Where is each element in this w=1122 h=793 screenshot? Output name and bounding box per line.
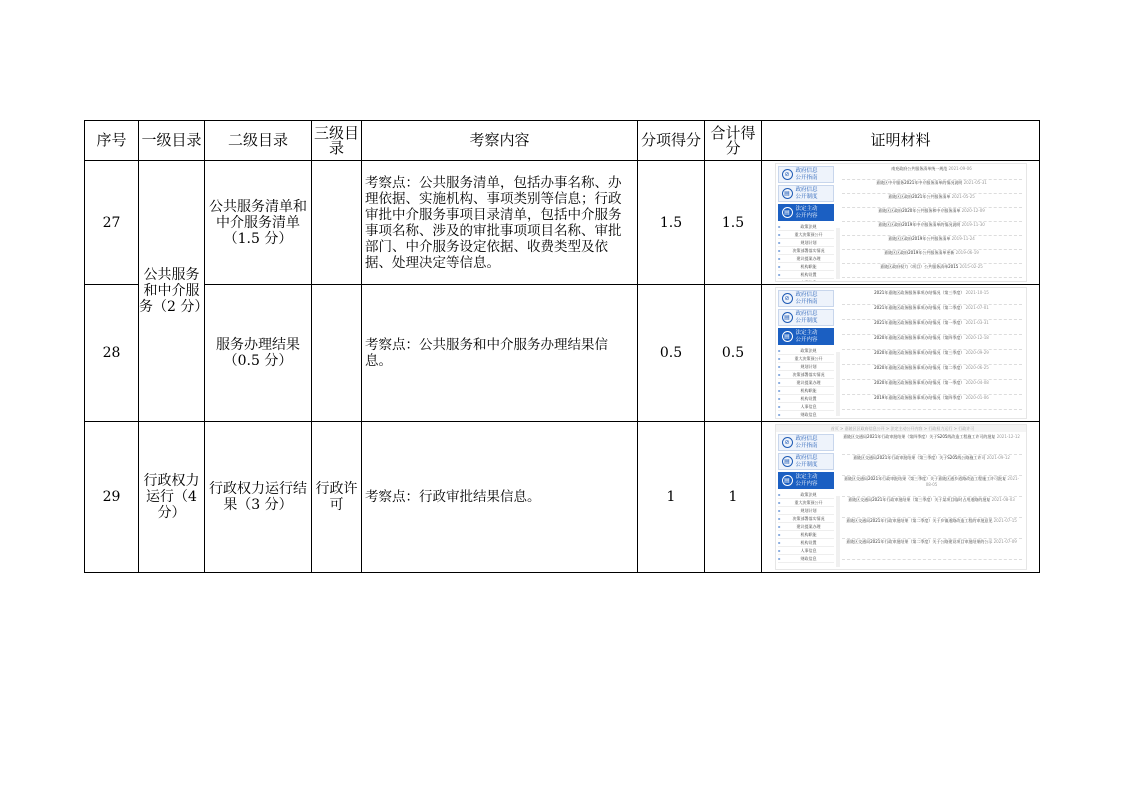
nav-button-label: 政府信息 公开指南 (795, 291, 818, 305)
article-date: 2020-06-25 (965, 365, 989, 370)
article-title[interactable]: 2021年嘉陵区政务服务事项办结情况（第二季度） (874, 305, 966, 310)
sidebar-nav-button[interactable] (778, 309, 834, 326)
article-title[interactable]: 2019年嘉陵区政务服务事项办结情况（第四季度） (874, 395, 966, 400)
level2-category: 公共服务清单和中介服务清单（1.5 分） (205, 161, 312, 285)
sidebar-nav-button[interactable] (778, 166, 834, 183)
header-row (85, 121, 1040, 161)
evidence-screenshot (775, 287, 1027, 419)
article-title[interactable]: 嘉陵区中介服务2021年中介服务清单的情况说明 (876, 180, 964, 185)
article-link[interactable] (842, 320, 1022, 335)
article-title[interactable]: 嘉陵区区政府2019年公共服务清单 (888, 236, 952, 241)
nav-button-label: 法定主动 公开内容 (795, 329, 818, 343)
sidebar-nav-button[interactable] (778, 185, 834, 202)
article-date: 2021-07-01 (965, 305, 989, 310)
level2-category: 服务办理结果（0.5 分） (205, 285, 312, 422)
sidebar-submenu (778, 491, 834, 563)
assessment-content: 考察点：行政审批结果信息。 (362, 422, 638, 573)
level1-category: 行政权力运行（4 分） (139, 422, 205, 573)
article-date: 2021-05-25 (951, 194, 975, 199)
article-date: 2021-08-05 (925, 476, 1020, 487)
article-date: 2019-11-24 (951, 236, 975, 241)
submenu-item[interactable]: ▸ 规划计划 (778, 507, 834, 515)
article-link[interactable] (842, 365, 1022, 380)
submenu-item[interactable]: ▸ 决策部署落实情况 (778, 371, 834, 379)
article-date: 2020-09-29 (965, 350, 989, 355)
article-link[interactable] (842, 380, 1022, 395)
row-number: 28 (85, 285, 139, 422)
nav-button-label: 政府信息 公开指南 (795, 167, 818, 181)
article-link[interactable] (842, 455, 1022, 476)
scrollbar[interactable] (836, 352, 840, 416)
article-list (842, 290, 1022, 410)
article-link[interactable] (842, 236, 1022, 250)
nav-button-label: 政府信息 公开制度 (795, 310, 818, 324)
evidence-screenshot (775, 424, 1027, 570)
nav-button-label: 政府信息 公开制度 (795, 454, 818, 468)
sidebar-nav-button[interactable] (778, 472, 834, 489)
article-title[interactable]: 2021年嘉陵区政务服务事项办结情况（第三季度） (874, 290, 966, 295)
evidence-screenshot (775, 163, 1027, 282)
submenu-item[interactable]: ▸ 机构职能 (778, 387, 834, 395)
website-sidebar (776, 164, 836, 281)
assessment-table (84, 120, 1040, 573)
article-title[interactable]: 嘉陵区交通局2021年行政审批结果（第二季度）关于公路建设项目审批结果的公示 (846, 539, 994, 544)
article-date: 2020-12-09 (961, 208, 985, 213)
article-date: 2020-01-06 (965, 395, 989, 400)
article-link[interactable] (842, 264, 1022, 278)
header-level2: 二级目录 (205, 121, 312, 161)
sidebar-nav-button[interactable] (778, 204, 834, 221)
nav-button-label: 法定主动 公开内容 (795, 473, 818, 487)
assessment-content: 考察点：公共服务清单，包括办事名称、办理依据、实施机构、事项类别等信息；行政审批中介服务事项目录清单，包括中介服务事项名称、涉及的审批事项项目名称、审批部门、中介服务设定依据、收费类型及依据、处理决定等信息。 (362, 161, 638, 285)
submenu-item[interactable]: ▸ 重大决策预公开 (778, 355, 834, 363)
nav-button-label: 政府信息 公开指南 (795, 435, 818, 449)
article-link[interactable] (842, 250, 1022, 264)
nav-icon: ⊘ (782, 437, 793, 448)
submenu-item[interactable]: ▸ 规划计划 (778, 239, 834, 247)
article-link[interactable] (842, 476, 1022, 497)
website-sidebar (776, 288, 836, 418)
submenu-item[interactable]: ▸ 人事信息 (778, 547, 834, 555)
header-total-score: 合计得分 (705, 121, 762, 161)
article-title[interactable]: 2020年嘉陵区政务服务事项办结情况（第四季度） (874, 335, 966, 340)
row-number: 27 (85, 161, 139, 285)
nav-icon: ⊘ (782, 293, 793, 304)
article-date: 2021-09-12 (986, 455, 1010, 460)
article-date: 2021-07-15 (993, 518, 1017, 523)
nav-icon: ▤ (782, 312, 793, 323)
article-title[interactable]: 嘉陵区区政府2019年公共服务清单更新 (884, 250, 956, 255)
article-title[interactable]: 嘉陵区交通局2021年行政审批结果（第三季度）关于S205线公路施工许可 (853, 455, 987, 460)
level1-category: 公共服务和中介服务（2 分） (139, 161, 205, 422)
header-level3: 三级目录 (312, 121, 362, 161)
header-content: 考察内容 (362, 121, 638, 161)
submenu-item[interactable]: ▸ 财政信息 (778, 411, 834, 419)
article-link[interactable] (842, 305, 1022, 320)
website-sidebar (776, 432, 836, 569)
header-no: 序号 (85, 121, 139, 161)
item-score: 1 (638, 422, 705, 573)
nav-icon: ▤ (782, 331, 793, 342)
total-score: 1.5 (705, 161, 762, 285)
sidebar-nav-button[interactable] (778, 328, 834, 345)
article-title[interactable]: 2020年嘉陵区政务服务事项办结情况（第三季度） (874, 350, 966, 355)
article-date: 2021-10-15 (965, 290, 989, 295)
sidebar-submenu (778, 223, 834, 282)
sidebar-nav-button[interactable] (778, 434, 834, 451)
article-link[interactable] (842, 194, 1022, 208)
sidebar-nav-button[interactable] (778, 453, 834, 470)
article-link[interactable] (842, 395, 1022, 410)
submenu-item[interactable]: ▸ 政策法规 (778, 347, 834, 355)
article-date: 2015-02-25 (959, 264, 983, 269)
article-title[interactable]: 嘉陵区区政府2021年公共服务清单 (888, 194, 952, 199)
article-title[interactable]: 嘉陵区交通局2021年行政审批结果（第三季度）关于某项目临时占用道路的批复 (848, 497, 992, 502)
submenu-item[interactable]: ▸ 决策部署落实情况 (778, 247, 834, 255)
submenu-item[interactable]: ▸ 建议提案办理 (778, 523, 834, 531)
article-link[interactable] (842, 434, 1022, 455)
evidence-cell (762, 285, 1040, 422)
level3-category (312, 161, 362, 285)
article-date: 2021-12-12 (996, 434, 1020, 439)
nav-icon: ▤ (782, 207, 793, 218)
article-title[interactable]: 嘉陵区区政府2020年公共服务和中介服务清单 (878, 208, 962, 213)
submenu-item[interactable]: ▸ 决策部署落实情况 (778, 515, 834, 523)
article-link[interactable] (842, 335, 1022, 350)
scrollbar[interactable] (836, 228, 840, 279)
evidence-cell (762, 422, 1040, 573)
sidebar-nav-button[interactable] (778, 290, 834, 307)
nav-icon: ▤ (782, 475, 793, 486)
submenu-item[interactable]: ▸ 政策法规 (778, 491, 834, 499)
article-list (842, 434, 1022, 560)
header-level1: 一级目录 (139, 121, 205, 161)
article-date: 2021-05-31 (963, 180, 987, 185)
submenu-item[interactable] (778, 279, 834, 282)
level2-category: 行政权力运行结果（3 分） (205, 422, 312, 573)
header-evidence: 证明材料 (762, 121, 1040, 161)
level3-category (312, 285, 362, 422)
article-link[interactable] (842, 350, 1022, 365)
article-date: 2020-04-08 (965, 380, 989, 385)
submenu-item[interactable]: ▸ 规划计划 (778, 363, 834, 371)
breadcrumb: 首页 > 嘉陵区区政府信息公开 > 法定主动公开内容 > 行政权力运行 > 行政许可 (776, 425, 1026, 432)
submenu-item[interactable]: ▸ 重大决策预公开 (778, 499, 834, 507)
table-row (85, 422, 1040, 573)
submenu-item[interactable]: ▸ 建议提案办理 (778, 255, 834, 263)
submenu-item[interactable]: ▸ 机构设置 (778, 271, 834, 279)
article-date: 2021-08-03 (991, 497, 1015, 502)
submenu-item[interactable]: ▸ 机构设置 (778, 539, 834, 547)
assessment-content: 考察点：公共服务和中介服务办理结果信息。 (362, 285, 638, 422)
total-score: 0.5 (705, 285, 762, 422)
nav-icon: ⊘ (782, 169, 793, 180)
article-date: 2020-12-18 (965, 335, 989, 340)
article-link[interactable] (842, 290, 1022, 305)
article-title[interactable]: 2020年嘉陵区政务服务事项办结情况（第二季度） (874, 365, 966, 370)
article-list (842, 166, 1022, 278)
submenu-item[interactable]: ▸ 机构职能 (778, 263, 834, 271)
article-date: 2021-03-31 (965, 320, 989, 325)
article-date: 2021-07-09 (993, 539, 1017, 544)
submenu-item[interactable]: ▸ 建议提案办理 (778, 379, 834, 387)
article-link[interactable] (842, 180, 1022, 194)
article-link[interactable] (842, 497, 1022, 518)
article-link[interactable] (842, 518, 1022, 539)
article-title[interactable]: 嘉陵区交通局2021年行政审批结果（第四季度）关于S205线改造工程施工许可的批复 (843, 434, 997, 439)
article-title[interactable]: 嘉陵区交通局2021年行政审批结果（第二季度）关于乡镇道路改造工程的审批意见 (846, 518, 994, 523)
article-title[interactable]: 嘉陵区交通局2021年行政审批结果（第三季度）关于嘉陵区通乡道路改造工程施工许可批复 (843, 476, 1008, 481)
article-date: 2019-11-30 (961, 222, 985, 227)
row-number: 29 (85, 422, 139, 573)
submenu-item[interactable]: ▸ 人事信息 (778, 403, 834, 411)
evidence-cell (762, 161, 1040, 285)
item-score: 1.5 (638, 161, 705, 285)
submenu-item[interactable]: ▸ 重大决策预公开 (778, 231, 834, 239)
article-link[interactable] (842, 166, 1022, 180)
sidebar-submenu (778, 347, 834, 419)
article-date: 2019-06-19 (955, 250, 979, 255)
article-title[interactable]: 嘉陵区政府权力（项目）公共服务清单2015 (880, 264, 960, 269)
article-link[interactable] (842, 539, 1022, 560)
nav-icon: ▤ (782, 188, 793, 199)
submenu-item[interactable]: ▸ 机构职能 (778, 531, 834, 539)
table-row (85, 161, 1040, 285)
article-title[interactable]: 嘉陵区区政府2019年中介服务清单的情况说明 (878, 222, 962, 227)
article-link[interactable] (842, 222, 1022, 236)
article-title[interactable]: 南充政府公共服务清单统一规范 (891, 166, 949, 171)
submenu-item[interactable]: ▸ 机构设置 (778, 395, 834, 403)
nav-button-label: 政府信息 公开制度 (795, 186, 818, 200)
item-score: 0.5 (638, 285, 705, 422)
article-title[interactable]: 2021年嘉陵区政务服务事项办结情况（第一季度） (874, 320, 966, 325)
article-date: 2021-09-06 (948, 166, 972, 171)
nav-icon: ▤ (782, 456, 793, 467)
total-score: 1 (705, 422, 762, 573)
scrollbar[interactable] (836, 496, 840, 567)
header-item-score: 分项得分 (638, 121, 705, 161)
submenu-item[interactable]: ▸ 政策法规 (778, 223, 834, 231)
table-row (85, 285, 1040, 422)
level3-category: 行政许可 (312, 422, 362, 573)
article-link[interactable] (842, 208, 1022, 222)
article-title[interactable]: 2020年嘉陵区政务服务事项办结情况（第一季度） (874, 380, 966, 385)
nav-button-label: 法定主动 公开内容 (795, 205, 818, 219)
submenu-item[interactable]: ▸ 财政信息 (778, 555, 834, 563)
